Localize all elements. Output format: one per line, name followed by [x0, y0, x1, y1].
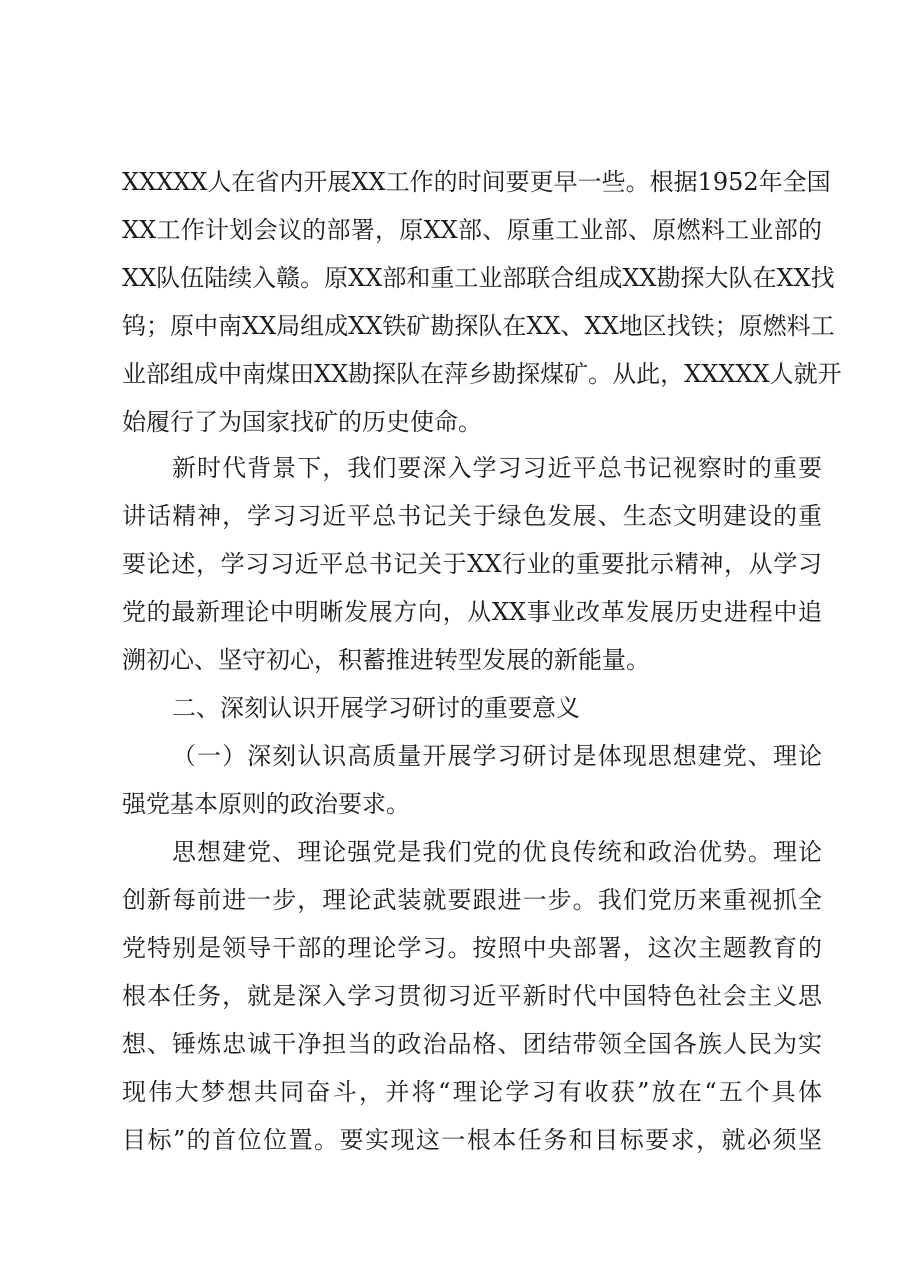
paragraph-line: XXXXX人在省内开展XX工作的时间要更早一些。根据1952年全国 [122, 168, 831, 196]
paragraph-line: 思想建党、理论强党是我们党的优良传统和政治优势。理论 [172, 838, 822, 866]
paragraph-line: 党的最新理论中明晰发展方向，从XX事业改革发展历史进程中追 [122, 598, 822, 626]
paragraph-line: 目标”的首位位置。要实现这一根本任务和目标要求，就必须坚 [122, 1126, 822, 1154]
paragraph-line: 钨；原中南XX局组成XX铁矿勘探队在XX、XX地区找铁；原燃料工 [122, 312, 835, 340]
paragraph-line: 要论述，学习习近平总书记关于XX行业的重要批示精神，从学习 [122, 550, 822, 578]
paragraph-line: 业部组成中南煤田XX勘探队在萍乡勘探煤矿。从此，XXXXX人就开 [122, 360, 842, 388]
paragraph-line: 溯初心、坚守初心，积蓄推进转型发展的新能量。 [122, 646, 650, 674]
paragraph-line: XX工作计划会议的部署，原XX部、原重工业部、原燃料工业部的 [122, 216, 822, 244]
subsection-heading: 强党基本原则的政治要求。 [122, 790, 410, 818]
paragraph-line: 根本任务，就是深入学习贯彻习近平新时代中国特色社会主义思 [122, 982, 822, 1010]
section-heading: 二、深刻认识开展学习研讨的重要意义 [172, 694, 580, 722]
paragraph-line: XX队伍陆续入赣。原XX部和重工业部联合组成XX勘探大队在XX找 [122, 264, 835, 292]
paragraph-line: 创新每前进一步，理论武装就要跟进一步。我们党历来重视抓全 [122, 886, 822, 914]
paragraph-line: 党特别是领导干部的理论学习。按照中央部署，这次主题教育的 [122, 934, 822, 962]
paragraph-line: 想、锤炼忠诚干净担当的政治品格、团结带领全国各族人民为实 [122, 1030, 822, 1058]
subsection-heading: （一）深刻认识高质量开展学习研讨是体现思想建党、理论 [172, 742, 822, 770]
paragraph-line: 始履行了为国家找矿的历史使命。 [122, 408, 482, 436]
paragraph-line: 新时代背景下，我们要深入学习习近平总书记视察时的重要 [172, 454, 822, 482]
paragraph-line: 现伟大梦想共同奋斗，并将“理论学习有收获”放在“五个具体 [122, 1078, 822, 1106]
paragraph-line: 讲话精神，学习习近平总书记关于绿色发展、生态文明建设的重 [122, 502, 822, 530]
